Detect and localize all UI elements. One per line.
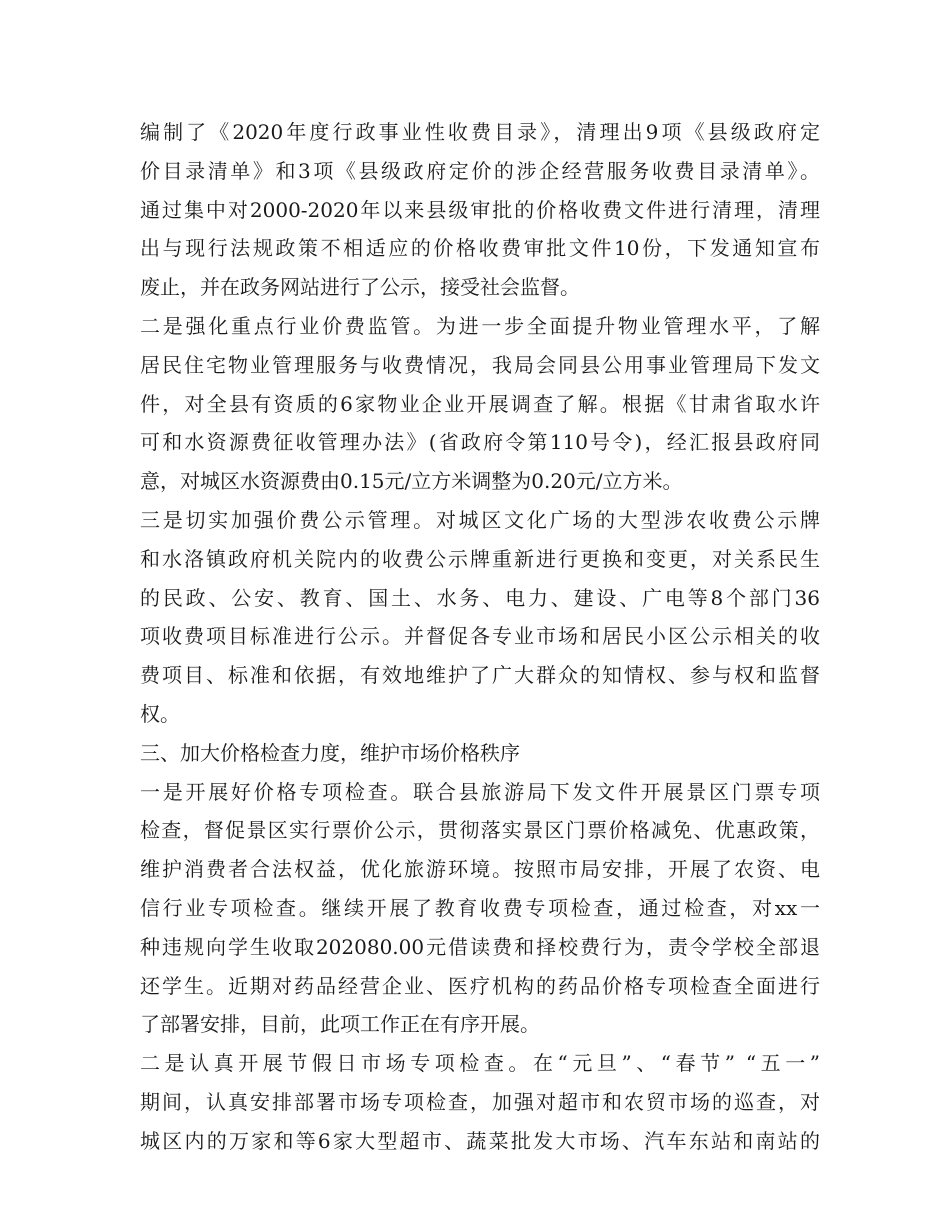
text-line: 件，对全县有资质的6家物业企业开展调查了解。根据《甘肃省取水许: [140, 391, 820, 416]
text-line: 期间，认真安排部署市场专项检查，加强对超市和农贸市场的巡查，对: [140, 1089, 820, 1114]
text-line: 二是强化重点行业价费监管。为进一步全面提升物业管理水平，了解: [140, 313, 820, 338]
text-line: 项收费项目标准进行公示。并督促各专业市场和居民小区公示相关的收: [140, 624, 820, 649]
text-line: 费项目、标准和依据，有效地维护了广大群众的知情权、参与权和监督: [140, 663, 820, 688]
text-line: 三是切实加强价费公示管理。对城区文化广场的大型涉农收费公示牌: [140, 507, 820, 532]
text-line: 一是开展好价格专项检查。联合县旅游局下发文件开展景区门票专项: [140, 779, 820, 804]
text-line: 二是认真开展节假日市场专项检查。在“元旦”、“春节” “五一”: [140, 1051, 820, 1076]
text-line: 维护消费者合法权益，优化旅游环境。按照市局安排，开展了农资、电: [140, 857, 820, 882]
text-line: 通过集中对2000-2020年以来县级审批的价格收费文件进行清理，清理: [140, 197, 820, 222]
text-line: 种违规向学生收取202080.00元借读费和择校费行为，责令学校全部退: [140, 934, 820, 959]
text-line: 出与现行法规政策不相适应的价格收费审批文件10份，下发通知宣布: [140, 236, 820, 261]
text-line: 编制了《2020年度行政事业性收费目录》，清理出9项《县级政府定: [140, 120, 820, 144]
text-line: 信行业专项检查。继续开展了教育收费专项检查，通过检查，对xx一: [140, 895, 820, 920]
text-line: 意，对城区水资源费由0.15元/立方米调整为0.20元/立方米。: [140, 469, 683, 494]
text-line: 城区内的万家和等6家大型超市、蔬菜批发大市场、汽车东站和南站的: [140, 1128, 820, 1153]
text-line: 价目录清单》和3项《县级政府定价的涉企经营服务收费目录清单》。: [140, 158, 820, 183]
text-line: 废止，并在政务网站进行了公示，接受社会监督。: [140, 275, 580, 300]
text-line: 三、加大价格检查力度，维护市场价格秩序: [140, 740, 520, 765]
text-line: 的民政、公安、教育、国土、水务、电力、建设、广电等8个部门36: [140, 585, 820, 610]
text-line: 还学生。近期对药品经营企业、医疗机构的药品价格专项检查全面进行: [140, 973, 820, 998]
text-line: 权。: [140, 701, 180, 726]
document-body: [140, 113, 820, 1161]
text-line: 可和水资源费征收管理办法》(省政府令第110号令)，经汇报县政府同: [140, 430, 820, 455]
text-line: 和水洛镇政府机关院内的收费公示牌重新进行更换和变更，对关系民生: [140, 546, 820, 571]
text-line: 了部署安排，目前，此项工作正在有序开展。: [140, 1012, 540, 1037]
text-line: 居民住宅物业管理服务与收费情况，我局会同县公用事业管理局下发文: [140, 352, 820, 377]
text-line: 检查，督促景区实行票价公示，贯彻落实景区门票价格减免、优惠政策，: [140, 818, 820, 843]
